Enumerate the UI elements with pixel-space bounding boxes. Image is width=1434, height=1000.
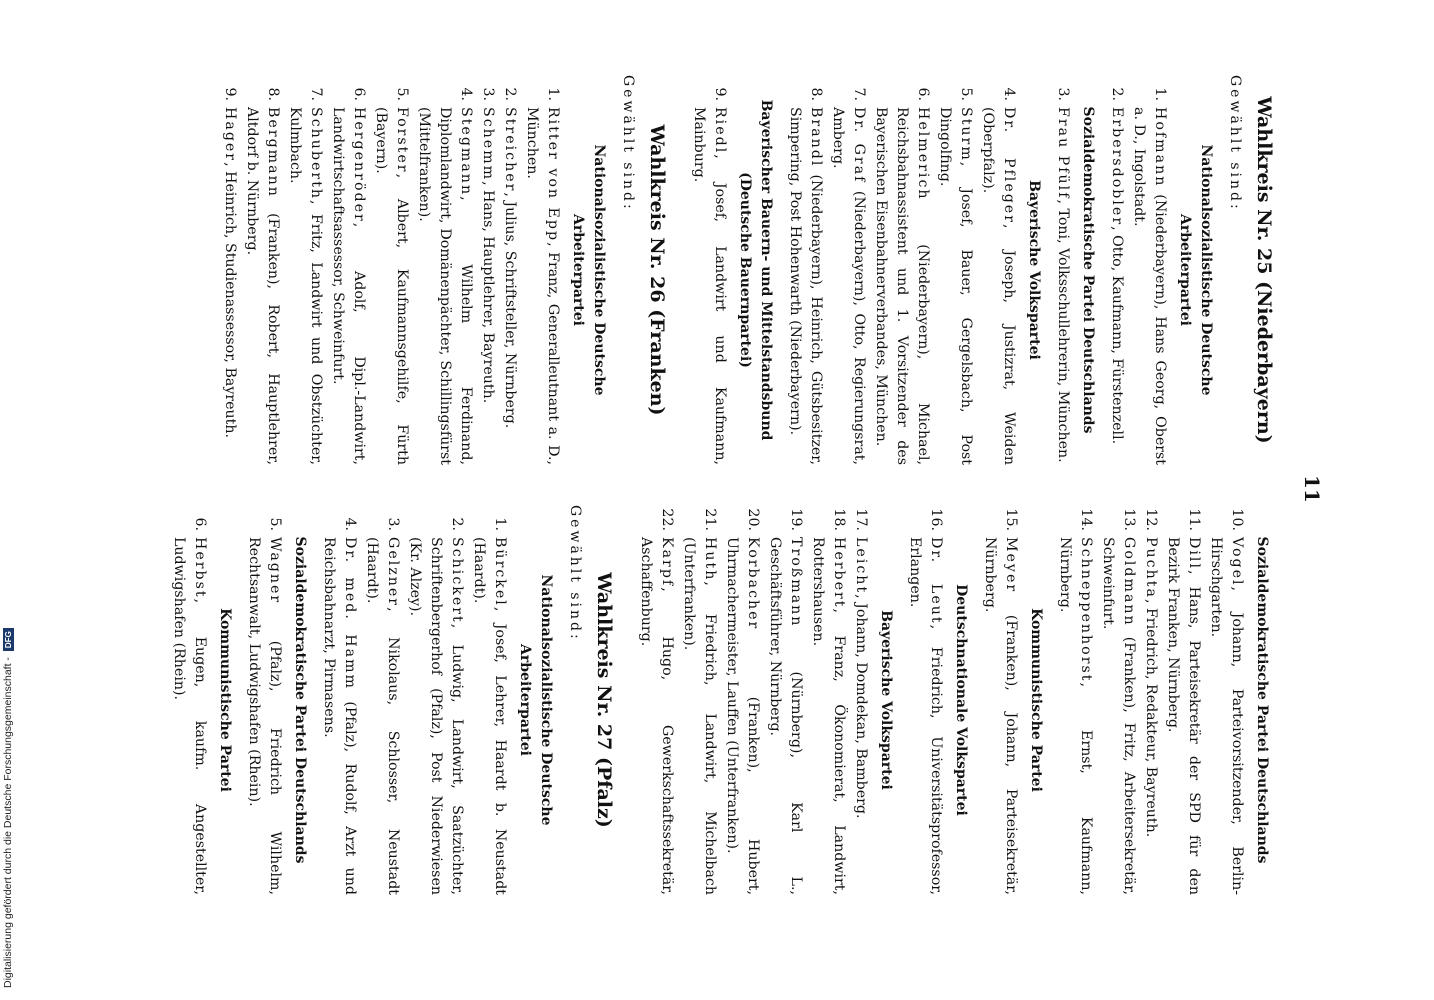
party-groups — [168, 505, 556, 895]
candidate-text — [979, 537, 1021, 895]
candidate-text — [1205, 537, 1247, 895]
party-heading: Sozialdemokratische Partei Deutschlands — [1080, 106, 1096, 434]
right-column — [167, 505, 1280, 895]
page-number: 11 — [1300, 475, 1324, 503]
candidate-number: 2. — [1109, 87, 1125, 101]
candidate-entry — [168, 505, 210, 895]
candidate-number: 6. — [192, 517, 208, 531]
candidate-text — [827, 107, 869, 465]
candidate-name: Schuberth — [308, 107, 324, 201]
candidate-number: 8. — [265, 87, 281, 101]
candidate-name: Dr. med. Hamm — [342, 537, 358, 690]
candidate-entry — [404, 505, 467, 895]
candidate-name: Erbersdobler — [1109, 107, 1125, 227]
candidate-text — [1054, 537, 1096, 895]
candidate-details: , Ernst, Kaufmann, Nürnberg. — [1057, 537, 1094, 895]
candidate-details: (Niederbayern), Otto, Regierungsrat, Amberg. — [830, 107, 867, 465]
candidate-entry — [219, 75, 240, 465]
candidate-name: Hergenröder — [351, 107, 367, 223]
candidate-number: 5. — [267, 517, 283, 531]
candidate-name: Riedl — [712, 107, 728, 155]
candidate-number: 6. — [915, 87, 931, 101]
candidate-text — [784, 107, 826, 465]
dfg-logo: DFG — [3, 628, 14, 651]
candidate-details: , Hans, Parteisekretär der SPD für den Bezirk Franken, Nürnberg. — [1165, 537, 1202, 895]
candidate-text — [361, 537, 403, 895]
candidate-details: , Franz, Generalleutnant a. D., München. — [524, 107, 561, 465]
candidate-name: Karpf — [659, 537, 675, 588]
candidate-text — [521, 107, 563, 465]
candidate-name: Herbst — [192, 537, 208, 599]
party-groups — [688, 75, 1216, 465]
candidate-text — [807, 537, 849, 895]
candidate-details: , Hans, Hauptlehrer, Bayreuth. — [480, 181, 496, 404]
candidate-number: 16. — [928, 508, 944, 531]
candidate-details: (Pfalz), Friedrich Wilhelm, Rechtsanwalt, Ludwigshafen (Rhein). — [246, 537, 283, 895]
candidate-text — [1106, 107, 1127, 465]
candidate-number: 20. — [745, 508, 761, 531]
candidate-details: (Franken), Fritz, Arbeitersekretär, Schweinfurt. — [1100, 537, 1137, 895]
candidate-text — [1140, 537, 1161, 895]
candidate-number: 13. — [1121, 508, 1137, 531]
party-heading: Nationalsozialistische Deutsche Arbeiterpartei — [1177, 144, 1214, 396]
party-groups — [219, 75, 609, 465]
candidate-name: Helmerich — [915, 107, 931, 201]
candidate-entry — [241, 75, 283, 465]
candidate-text — [499, 107, 520, 465]
digitization-footer — [0, 0, 18, 1000]
candidate-entry — [477, 75, 498, 465]
candidate-entry — [979, 505, 1021, 895]
candidate-details: , Heinrich, Studienassessor, Bayreuth. — [222, 162, 238, 439]
candidate-details: , Ludwig, Landwirt, Saatzüchter, Schriftenbergerhof (Pfalz), Post Niederwiesen (Kr. Alzey). — [407, 537, 465, 895]
candidate-number: 9. — [222, 87, 238, 101]
candidate-details: , Albert, Kaufmannsgehilfe, Fürth (Bayern). — [373, 107, 410, 465]
candidate-details: (Nürnberg), Karl L., Geschäftsführer, Nürnberg. — [767, 537, 804, 895]
candidate-number: 3. — [385, 517, 401, 531]
candidate-entry — [850, 505, 871, 895]
party-heading: Deutschnationale Volkspartei — [953, 584, 969, 816]
candidate-text — [370, 107, 412, 465]
candidate-details: (Niederbayern), Hans Georg, Oberst a. D., Ingolstadt. — [1131, 107, 1168, 465]
candidate-name: Wagner — [267, 537, 283, 605]
candidate-entry — [1106, 75, 1127, 465]
candidate-text — [241, 107, 283, 465]
candidate-entry — [934, 75, 976, 465]
candidate-details: , Joseph, Justizrat, Weiden (Oberpfalz). — [980, 107, 1017, 466]
candidate-name: Leicht — [853, 537, 869, 595]
candidate-text — [219, 107, 240, 465]
candidate-name: Hofmann — [1152, 107, 1168, 188]
candidate-details: , Johann, Parteivorsitzender, Berlin-Hirschgarten. — [1208, 537, 1245, 895]
party-heading: Bayerischer Bauern- und Mittelstandsbund (Deutsche Bauernpartei) — [737, 99, 774, 441]
candidate-entry — [1052, 75, 1073, 465]
party-groups — [635, 505, 1272, 895]
candidate-text — [635, 537, 677, 895]
candidate-name: Schneppenhorst — [1078, 537, 1094, 683]
candidate-text — [243, 537, 285, 895]
candidate-details: , Friedrich, Landwirt, Michelbach (Unterfranken). — [681, 537, 718, 895]
candidate-number: 5. — [958, 87, 974, 101]
party-heading: Sozialdemokratische Partei Deutschlands — [1254, 536, 1270, 864]
candidate-name: Korbacher — [745, 537, 761, 631]
candidate-entry — [870, 75, 933, 465]
candidate-entry — [1205, 505, 1247, 895]
candidate-entry — [764, 505, 806, 895]
candidate-entry — [904, 505, 946, 895]
elected-label: Gewählt sind: — [1227, 75, 1243, 212]
candidate-entry — [688, 75, 730, 465]
candidate-entry — [635, 505, 677, 895]
candidate-name: Dr. Graf — [851, 107, 867, 184]
candidate-text — [468, 537, 510, 895]
candidate-number: 9. — [712, 87, 728, 101]
candidate-text — [413, 107, 476, 465]
candidate-details: (Franken), Johann, Parteisekretär, Nürnberg. — [982, 537, 1019, 895]
district-title: Wahlkreis Nr. 27 (Pfalz) — [593, 572, 615, 828]
candidate-text — [168, 537, 210, 895]
candidate-name: Troßmann — [788, 537, 804, 628]
district-title: Wahlkreis Nr. 26 (Franken) — [646, 124, 668, 416]
candidate-name: Frau Pfülf — [1055, 107, 1071, 200]
candidate-details: , Friedrich, Redakteur, Bayreuth. — [1143, 598, 1159, 838]
candidate-number: 1. — [492, 517, 508, 531]
candidate-number: 21. — [702, 508, 718, 531]
candidate-name: Ritter von Epp — [545, 107, 561, 243]
candidate-text — [404, 537, 467, 895]
candidate-name: Dill — [1186, 537, 1202, 570]
candidate-details: , Johann, Domdekan, Bamberg. — [853, 594, 869, 819]
candidate-text — [327, 107, 369, 465]
candidate-name: Dr. Leut — [928, 537, 944, 625]
candidate-entry — [721, 505, 763, 895]
party-heading: Bayerische Volkspartei — [1026, 180, 1042, 360]
candidate-number: 1. — [545, 87, 561, 101]
candidate-entry — [327, 75, 369, 465]
candidate-text — [977, 107, 1019, 465]
candidate-details: , Toni, Volksschullehrerin, München. — [1055, 199, 1071, 463]
candidate-details: , Otto, Kaufmann, Fürstenzell. — [1109, 226, 1125, 445]
candidate-details: , Hugo, Gewerkschaftssekretär, Aschaffenburg. — [638, 537, 675, 895]
candidate-number: 17. — [853, 508, 869, 531]
candidate-number: 5. — [394, 87, 410, 101]
candidate-entry — [1140, 505, 1161, 895]
candidate-details: (Niederbayern), Michael, Reichsbahnassistent und 1. Vorsitzender des Bayerischen Eisenbahnerverbandes, München. — [873, 107, 931, 465]
candidate-name: Herbert — [831, 537, 847, 609]
candidate-number: 4. — [342, 517, 358, 531]
candidate-name: Brandl — [808, 107, 824, 168]
candidate-name: Gelzner — [385, 537, 401, 608]
candidate-entry — [413, 75, 476, 465]
candidate-name: Hager — [222, 107, 238, 163]
candidate-text — [1128, 107, 1170, 465]
candidate-name: Schickert — [449, 537, 465, 624]
candidate-entry — [468, 505, 510, 895]
candidate-number: 22. — [659, 508, 675, 531]
candidate-details: , Eugen, kaufm. Angestellter, Ludwigshafen (Rhein). — [171, 537, 208, 895]
candidate-text — [477, 107, 498, 465]
party-heading: Kommunistische Partei — [217, 608, 233, 792]
candidate-entry — [521, 75, 563, 465]
candidate-text — [1097, 537, 1139, 895]
candidate-details: , Nikolaus, Schlosser, Neustadt (Haardt). — [364, 537, 401, 895]
candidate-name: Huth — [702, 537, 718, 582]
candidate-details: , Josef, Landwirt und Kaufmann, Mainburg. — [691, 107, 728, 465]
candidate-text — [284, 107, 326, 465]
party-heading: Kommunistische Partei — [1028, 608, 1044, 792]
candidate-number: 7. — [851, 87, 867, 101]
candidate-text — [870, 107, 933, 465]
candidate-name: Goldmann — [1121, 537, 1137, 627]
candidate-details: (Niederbayern), Heinrich, Gütsbesitzer, Simpering, Post Hohenwarth (Niederbayern). — [787, 107, 824, 465]
candidate-number: 3. — [480, 87, 496, 101]
candidate-details: , Adolf, Dipl.-Landwirt, Landwirtschaftsassessor, Schweinfurt. — [330, 107, 367, 465]
candidate-number: 7. — [308, 87, 324, 101]
candidate-entry — [318, 505, 360, 895]
candidate-entry — [784, 75, 826, 465]
candidate-entry — [807, 505, 849, 895]
candidate-entry — [284, 75, 326, 465]
candidate-entry — [1162, 505, 1204, 895]
party-heading: Bayerische Volkspartei — [878, 610, 894, 790]
candidate-details: , Josef, Lehrer, Haardt b. Neustadt (Haardt). — [471, 537, 508, 895]
candidate-number: 15. — [1003, 508, 1019, 531]
candidate-entry — [1097, 505, 1139, 895]
candidate-number: 2. — [502, 87, 518, 101]
candidate-text — [688, 107, 730, 465]
candidate-number: 19. — [788, 508, 804, 531]
candidate-entry — [1054, 505, 1096, 895]
candidate-entry — [499, 75, 520, 465]
elected-label: Gewählt sind: — [567, 505, 583, 642]
candidate-details: , Wilhelm Ferdinand, Diplomlandwirt, Domänenpächter, Schillingsfürst (Mittelfranken). — [416, 107, 474, 465]
candidate-text — [934, 107, 976, 465]
candidate-text — [904, 537, 946, 895]
candidate-details: (Franken), Hubert, Uhrmachermeister, Lauffen (Unterfranken). — [724, 537, 761, 895]
candidate-number: 8. — [808, 87, 824, 101]
candidate-number: 6. — [351, 87, 367, 101]
candidate-entry — [243, 505, 285, 895]
candidate-name: Dr. Pfleger — [1001, 107, 1017, 224]
rotated-page-content — [110, 75, 1324, 915]
candidate-name: Puchta — [1143, 537, 1159, 599]
candidate-details: , Julius, Schriftsteller, Nürnberg. — [502, 192, 518, 429]
candidate-number: 12. — [1143, 508, 1159, 531]
candidate-details: , Fritz, Landwirt und Obstzüchter, Kulmbach. — [287, 107, 324, 465]
candidate-number: 14. — [1078, 508, 1094, 531]
district-title: Wahlkreis Nr. 25 (Niederbayern) — [1253, 96, 1275, 444]
elected-label: Gewählt sind: — [620, 75, 636, 212]
candidate-number: 4. — [1001, 87, 1017, 101]
candidate-text — [318, 537, 360, 895]
left-column — [218, 75, 1280, 465]
candidate-name: Bergmann — [265, 107, 281, 198]
candidate-number: 2. — [449, 517, 465, 531]
candidate-name: Vogel — [1229, 537, 1245, 587]
party-heading: Nationalsozialistische Deutsche Arbeiterpartei — [517, 574, 554, 826]
candidate-number: 11. — [1186, 508, 1202, 531]
candidate-details: , Franz, Ökonomierat, Landwirt, Rottershausen. — [810, 537, 847, 895]
candidate-name: Schemm — [480, 107, 496, 182]
candidate-text — [764, 537, 806, 895]
candidate-text — [678, 537, 720, 895]
candidate-text — [1052, 107, 1073, 465]
candidate-entry — [370, 75, 412, 465]
party-heading: Sozialdemokratische Partei Deutschlands — [292, 536, 308, 864]
candidate-entry — [678, 505, 720, 895]
candidate-text — [721, 537, 763, 895]
candidate-entry — [1128, 75, 1170, 465]
candidate-entry — [827, 75, 869, 465]
candidate-number: 10. — [1229, 508, 1245, 531]
candidate-name: Sturm — [958, 107, 974, 162]
candidate-number: 1. — [1152, 87, 1168, 101]
candidate-number: 4. — [458, 87, 474, 101]
candidate-name: Meyer — [1003, 537, 1019, 594]
candidate-details: , Friedrich, Universitätsprofessor, Erlangen. — [907, 537, 944, 895]
candidate-number: 18. — [831, 508, 847, 531]
candidate-name: Streicher — [502, 107, 518, 193]
candidate-details: (Pfalz), Rudolf, Arzt und Reichsbahnarzt, Pirmasens. — [321, 537, 358, 896]
candidate-entry — [361, 505, 403, 895]
party-heading: Nationalsozialistische Deutsche Arbeiterpartei — [570, 144, 607, 396]
candidate-details: (Franken), Robert, Hauptlehrer, Altdorf b. Nürnberg. — [244, 107, 281, 465]
candidate-name: Stegmann — [458, 107, 474, 197]
candidate-text — [1162, 537, 1204, 895]
candidate-name: Forster — [394, 107, 410, 174]
candidate-details: , Josef, Bauer, Gergelsbach, Post Dingolfing. — [937, 107, 974, 465]
candidate-entry — [977, 75, 1019, 465]
candidate-number: 3. — [1055, 87, 1071, 101]
footer-text: Digitalisierung gefördert durch die Deutsche Forschungsgemeinschaft - — [2, 657, 14, 988]
candidate-text — [850, 537, 871, 895]
candidate-name: Bürckel — [492, 537, 508, 607]
